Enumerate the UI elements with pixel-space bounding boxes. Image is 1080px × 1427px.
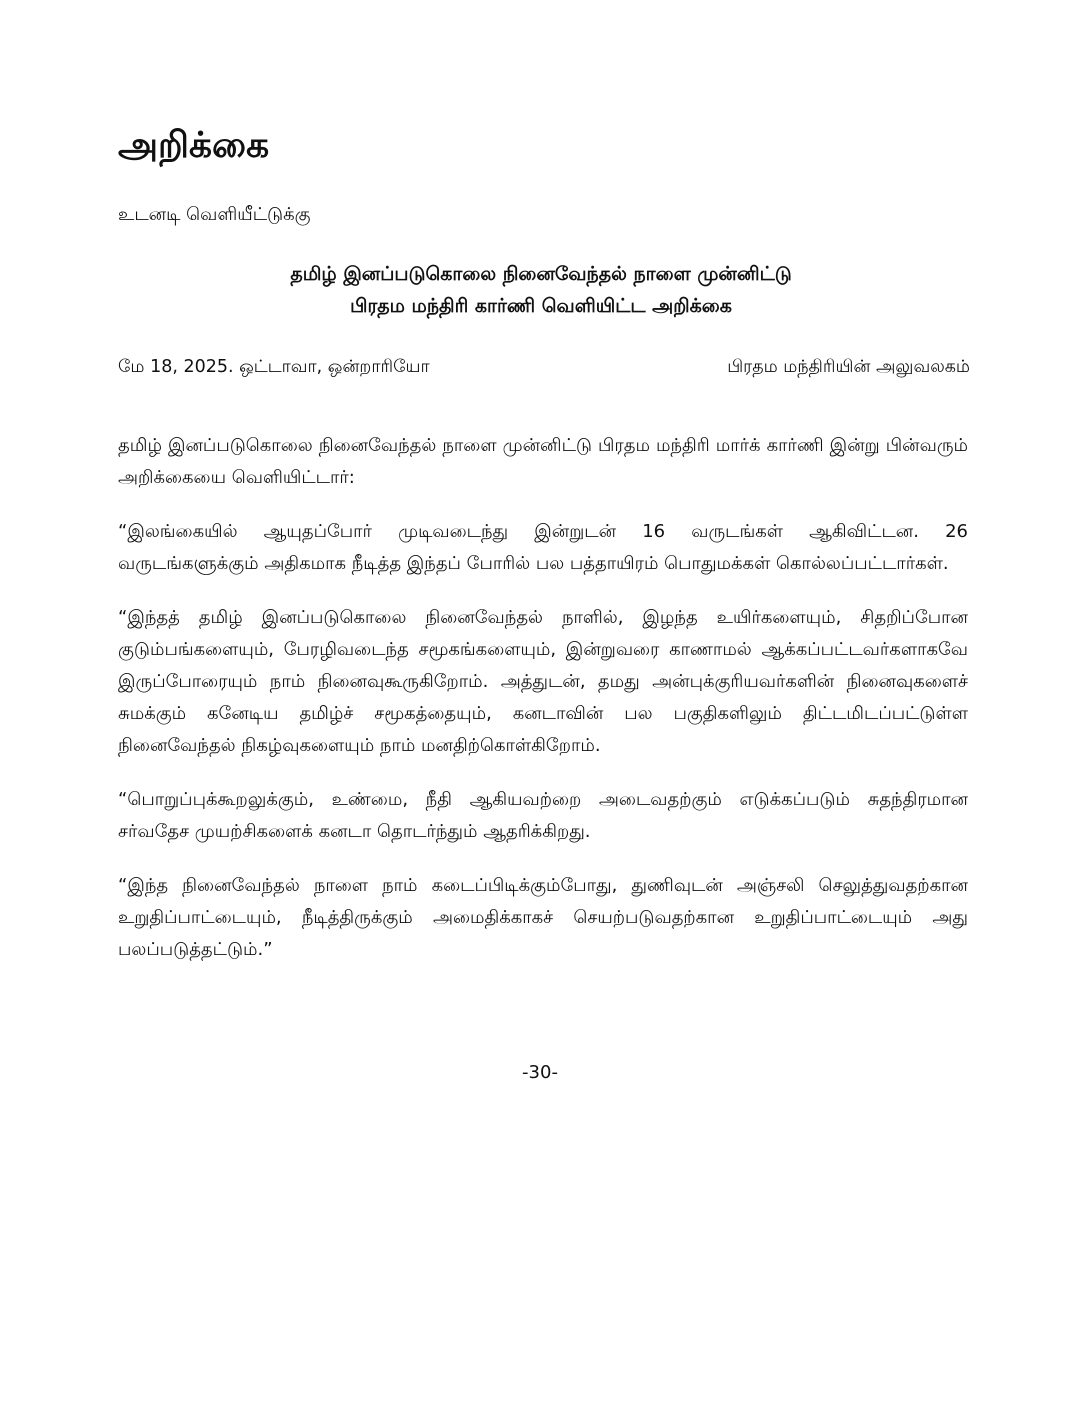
statement-body (118, 430, 968, 988)
dateline-date-place: மே 18, 2025. ஒட்டாவா, ஒன்றாரியோ (118, 357, 430, 377)
paragraph-accountability: “பொறுப்புக்கூறலுக்கும், உண்மை, நீதி ஆகியவற்றை அடைவதற்கும் எடுக்கப்படும் சுதந்திரமான சர்வதேச முயற்சிகளைக் கனடா தொடர்ந்தும் ஆதரிக்கிறது. (118, 789, 968, 842)
headline-line-1: தமிழ் இனப்படுகொலை நினைவேந்தல் நாளை முன்னிட்டு (290, 263, 792, 285)
dateline (118, 352, 970, 382)
document-title: அறிக்கை (118, 125, 270, 166)
paragraph-remembrance: “இந்தத் தமிழ் இனப்படுகொலை நினைவேந்தல் நாளில், இழந்த உயிர்களையும், சிதறிப்போன குடும்பங்களையும், பேரழிவடைந்த சமூகங்களையும், இன்றுவரை காணாமல் ஆக்கப்பட்டவர்களாகவே இருப்போரையும் நாம் நினைவுகூருகிறோம். அத்துடன், தமது அன்புக்குரியவர்களின் நினைவுகளைச் சுமக்கும் கனேடிய தமிழ்ச் சமூகத்தையும், கனடாவின் பல பகுதிகளிலும் திட்டமிடப்பட்டுள்ள நினைவேந்தல் நிகழ்வுகளையும் நாம் மனதிற்கொள்கிறோம். (118, 607, 968, 756)
end-marker: -30- (522, 1062, 558, 1083)
release-label: உடனடி வெளியீட்டுக்கு (118, 204, 311, 225)
dateline-office: பிரதம மந்திரியின் அலுவலகம் (727, 357, 970, 377)
headline-line-2: பிரதம மந்திரி கார்ணி வெளியிட்ட அறிக்கை (350, 295, 732, 317)
paragraph-intro: தமிழ் இனப்படுகொலை நினைவேந்தல் நாளை முன்னிட்டு பிரதம மந்திரி மார்க் கார்ணி இன்று பின்வரும் அறிக்கையை வெளியிட்டார்: (118, 435, 968, 488)
headline (118, 258, 964, 322)
paragraph-war-end: “இலங்கையில் ஆயுதப்போர் முடிவடைந்து இன்றுடன் 16 வருடங்கள் ஆகிவிட்டன. 26 வருடங்களுக்கும் அதிகமாக நீடித்த இந்தப் போரில் பல பத்தாயிரம் பொதுமக்கள் கொல்லப்பட்டார்கள். (118, 521, 968, 574)
paragraph-commitment: “இந்த நினைவேந்தல் நாளை நாம் கடைப்பிடிக்கும்போது, துணிவுடன் அஞ்சலி செலுத்துவதற்கான உறுதிப்பாட்டையும், நீடித்திருக்கும் அமைதிக்காகச் செயற்படுவதற்கான உறுதிப்பாட்டையும் அது பலப்படுத்தட்டும்.” (118, 875, 968, 960)
